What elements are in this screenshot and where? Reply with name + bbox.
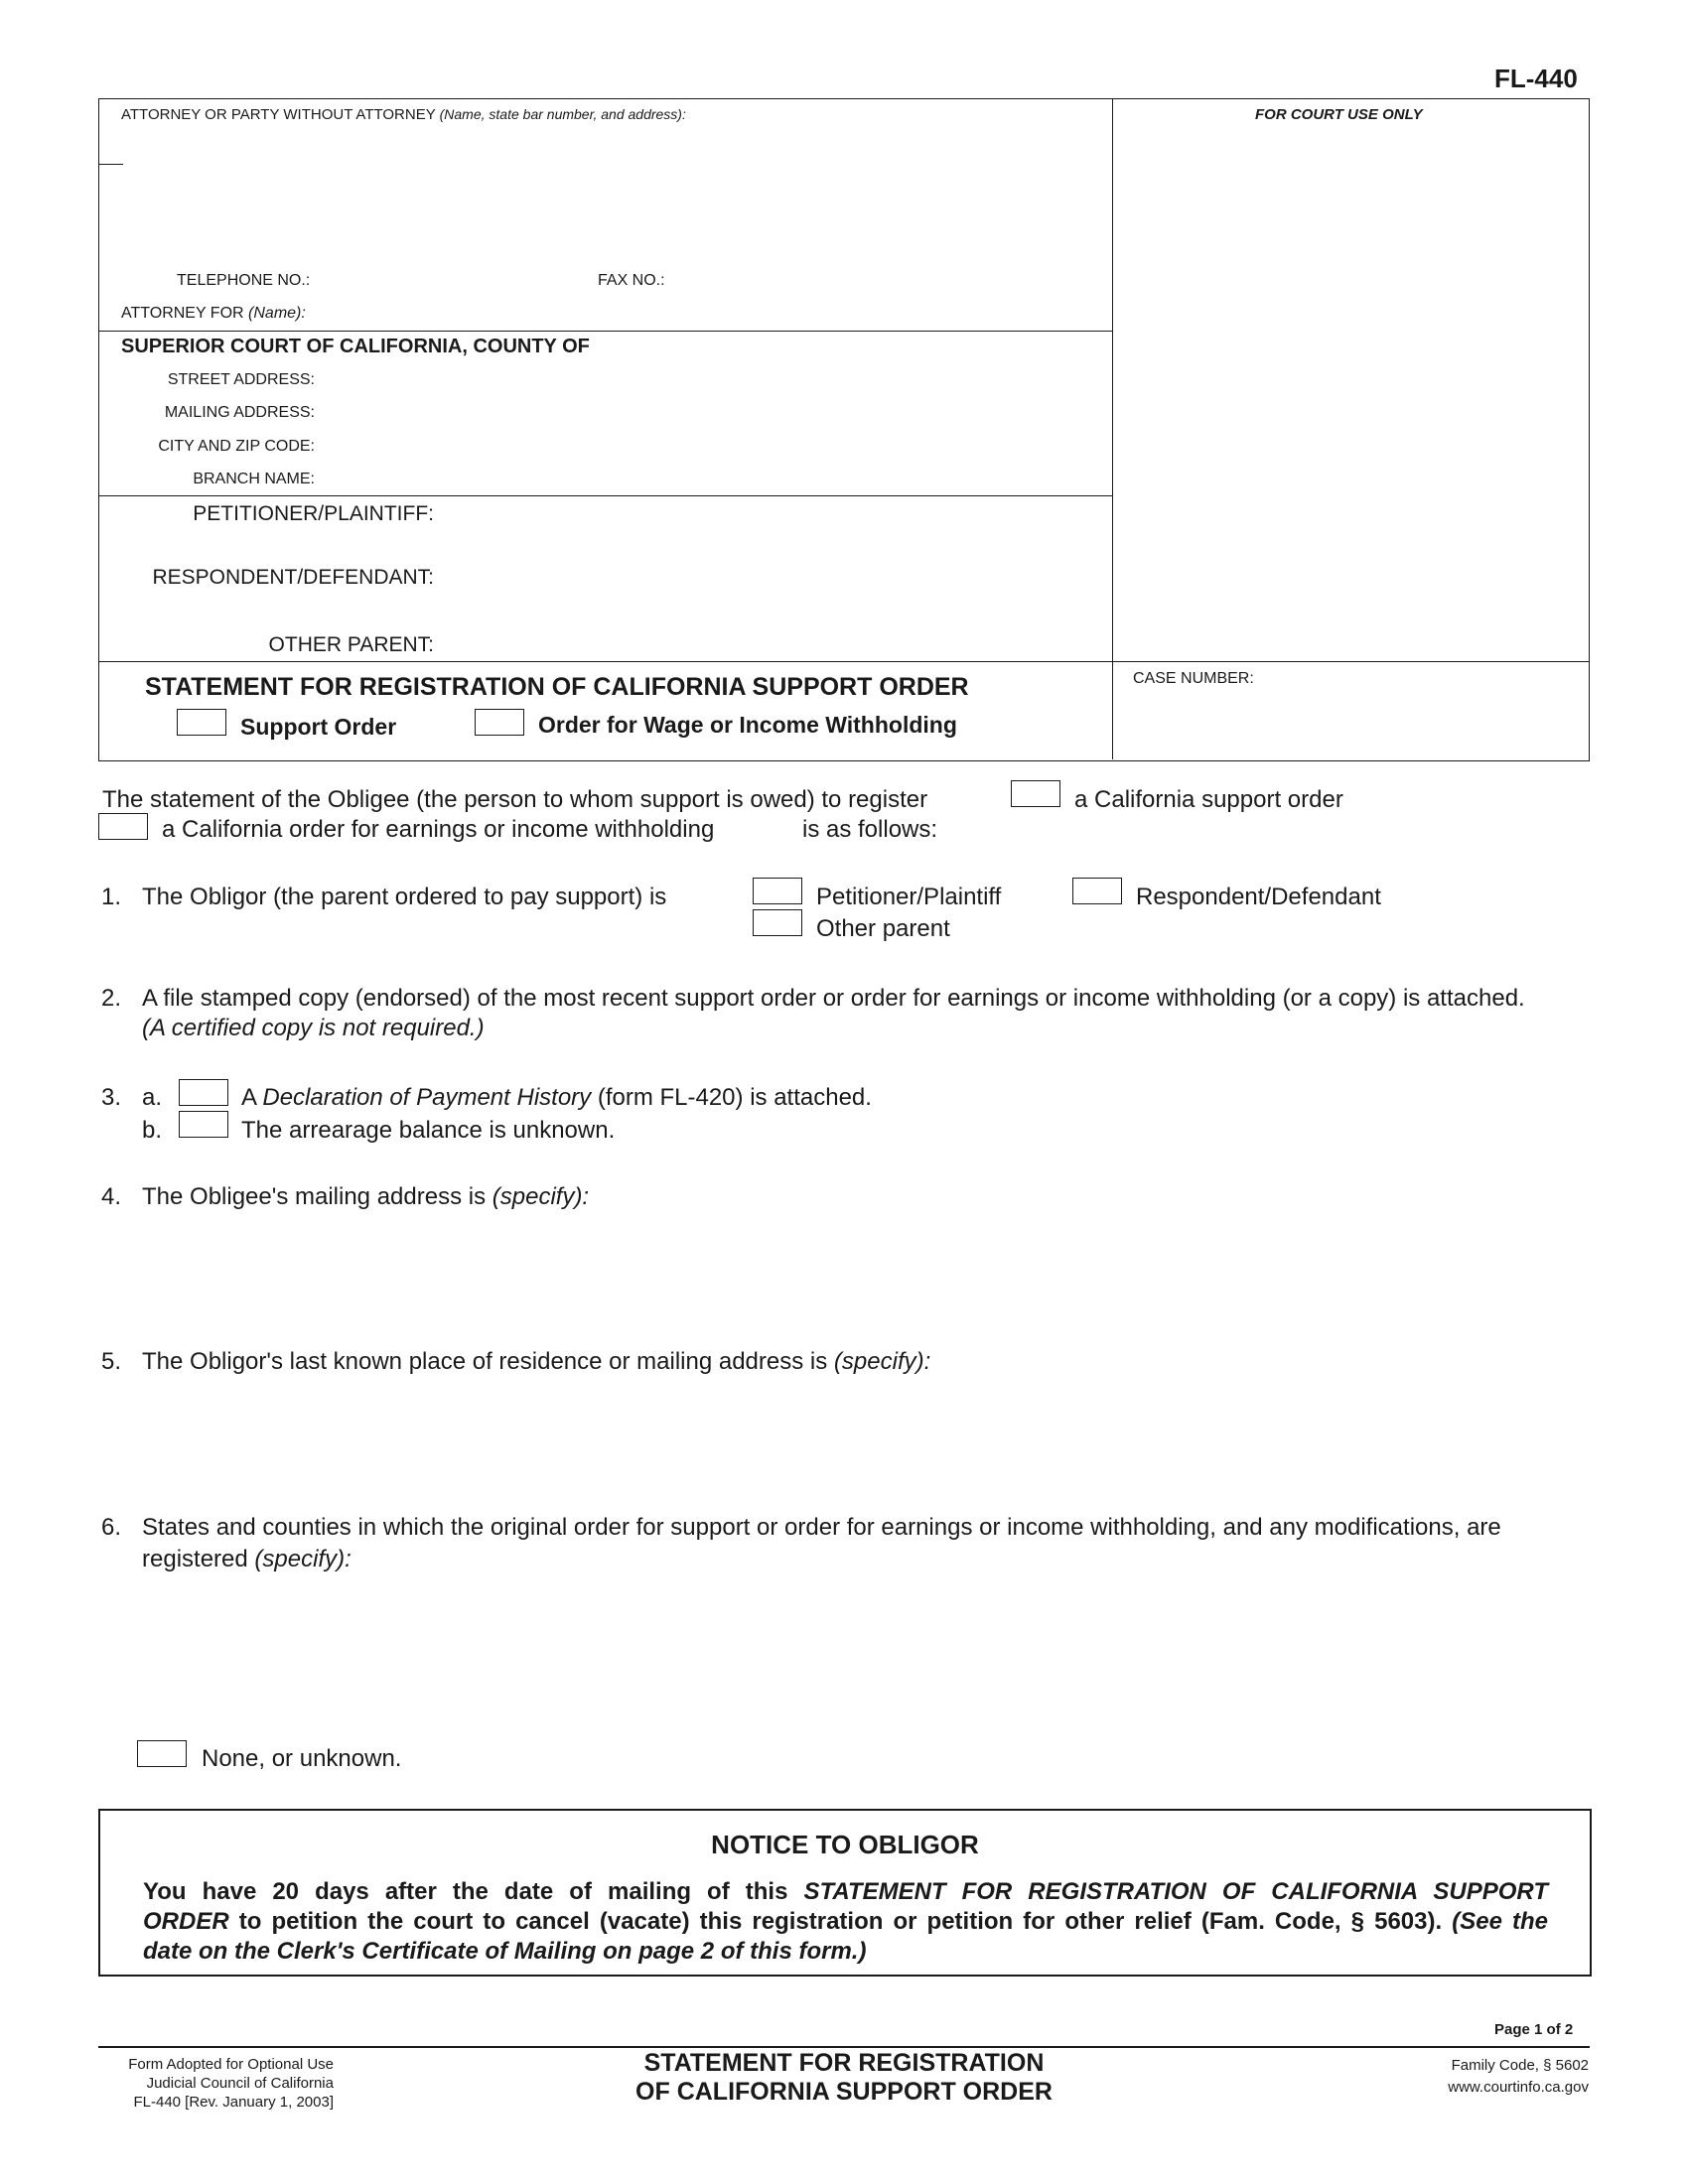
petitioner-field[interactable] bbox=[442, 501, 1097, 529]
wage-order-checkbox[interactable] bbox=[475, 709, 524, 736]
item6-text-line2: registered (specify): bbox=[142, 1546, 352, 1572]
footer-citation: Family Code, § 5602 www.courtinfo.ca.gov bbox=[1291, 2055, 1589, 2099]
courtinfo-link[interactable]: www.courtinfo.ca.gov bbox=[1448, 2079, 1589, 2096]
arrearage-unknown-checkbox[interactable] bbox=[179, 1111, 228, 1138]
obligor-petitioner-checkbox[interactable] bbox=[753, 878, 802, 904]
registered-states-field[interactable] bbox=[142, 1580, 1582, 1729]
obligor-respondent-checkbox[interactable] bbox=[1072, 878, 1122, 904]
caption-rule-court bbox=[98, 331, 1112, 332]
item6-number: 6. bbox=[101, 1514, 122, 1541]
obligor-other-parent-label: Other parent bbox=[816, 915, 950, 942]
none-unknown-checkbox[interactable] bbox=[137, 1740, 187, 1767]
fax-field[interactable] bbox=[671, 268, 1088, 292]
fax-label: FAX NO.: bbox=[598, 272, 665, 289]
intro-line: The statement of the Obligee (the person to whom support is owed) to register bbox=[102, 786, 928, 813]
notice-line-2: ORDER to petition the court to cancel (vacate) this registration or petition for other relief (Fam. Code, § 5603). (See the bbox=[143, 1908, 1549, 1935]
item3b-text: The arrearage balance is unknown. bbox=[241, 1117, 616, 1144]
other-parent-field[interactable] bbox=[442, 632, 1097, 660]
item2-number: 2. bbox=[101, 985, 122, 1012]
attorney-name-tick bbox=[99, 164, 123, 165]
obligor-respondent-label: Respondent/Defendant bbox=[1136, 884, 1381, 910]
document-title: STATEMENT FOR REGISTRATION OF CALIFORNIA SUPPORT ORDER bbox=[145, 673, 969, 701]
attorney-for-label: ATTORNEY FOR (Name): bbox=[121, 305, 306, 322]
notice-line-3: date on the Clerk's Certificate of Mailing on page 2 of this form.) bbox=[143, 1938, 867, 1965]
obligor-other-parent-checkbox[interactable] bbox=[753, 909, 802, 936]
as-follows-text: is as follows: bbox=[802, 816, 938, 843]
item1-text: The Obligor (the parent ordered to pay support) is bbox=[142, 884, 667, 910]
branch-name-label: BRANCH NAME: bbox=[193, 471, 315, 487]
mailing-address-label: MAILING ADDRESS: bbox=[164, 404, 315, 421]
form-adopted-block: Form Adopted for Optional Use Judicial Council of California FL-440 [Rev. January 1, 2003] bbox=[128, 2056, 334, 2111]
ca-support-order-checkbox[interactable] bbox=[1011, 780, 1060, 807]
item4-number: 4. bbox=[101, 1183, 122, 1210]
ca-support-order-label: a California support order bbox=[1074, 786, 1343, 813]
city-zip-label: CITY AND ZIP CODE: bbox=[158, 438, 315, 455]
city-zip-field[interactable] bbox=[323, 434, 1097, 458]
item1-number: 1. bbox=[101, 884, 122, 910]
mailing-address-field[interactable] bbox=[323, 400, 1097, 424]
form-number: FL-440 bbox=[1494, 64, 1578, 93]
caption-rule-title bbox=[98, 661, 1590, 662]
footer-rule bbox=[98, 2046, 1590, 2048]
support-order-label: Support Order bbox=[240, 714, 397, 740]
court-use-field[interactable] bbox=[1117, 129, 1584, 655]
obligor-petitioner-label: Petitioner/Plaintiff bbox=[816, 884, 1002, 910]
page-number: Page 1 of 2 bbox=[1494, 2021, 1574, 2038]
item5-number: 5. bbox=[101, 1348, 122, 1375]
item3-number: 3. bbox=[101, 1084, 122, 1111]
court-title: SUPERIOR COURT OF CALIFORNIA, COUNTY OF bbox=[121, 336, 590, 357]
telephone-label: TELEPHONE NO.: bbox=[177, 272, 311, 289]
item4-text: The Obligee's mailing address is (specify): bbox=[142, 1183, 590, 1210]
item2-note: (A certified copy is not required.) bbox=[142, 1015, 485, 1041]
petitioner-label: PETITIONER/PLAINTIFF: bbox=[193, 502, 434, 525]
notice-title: NOTICE TO OBLIGOR bbox=[711, 1830, 979, 1859]
item6-text: States and counties in which the original order for support or order for earnings or income withholding, and any modifications, are bbox=[142, 1514, 1501, 1541]
support-order-checkbox[interactable] bbox=[177, 709, 226, 736]
item3b-letter: b. bbox=[142, 1117, 163, 1144]
footer-title: STATEMENT FOR REGISTRATION OF CALIFORNIA SUPPORT ORDER bbox=[635, 2049, 1053, 2106]
item3a-letter: a. bbox=[142, 1084, 163, 1111]
respondent-field[interactable] bbox=[442, 565, 1097, 593]
attorney-name-field[interactable] bbox=[123, 129, 1096, 263]
item5-text: The Obligor's last known place of residence or mailing address is (specify): bbox=[142, 1348, 931, 1375]
ca-earnings-order-label: a California order for earnings or income withholding bbox=[162, 816, 715, 843]
case-number-field[interactable] bbox=[1132, 695, 1579, 750]
item2-text: A file stamped copy (endorsed) of the most recent support order or order for earnings or income withholding (or a copy) is attached. bbox=[142, 985, 1525, 1012]
caption-rule-parties bbox=[98, 495, 1112, 496]
case-number-label: CASE NUMBER: bbox=[1133, 670, 1254, 687]
respondent-label: RESPONDENT/DEFENDANT: bbox=[152, 566, 434, 589]
wage-order-label: Order for Wage or Income Withholding bbox=[538, 712, 957, 738]
payment-history-checkbox[interactable] bbox=[179, 1079, 228, 1106]
ca-earnings-order-checkbox[interactable] bbox=[98, 813, 148, 840]
notice-line-1: You have 20 days after the date of mailing of this STATEMENT FOR REGISTRATION OF CALIFORNIA SUPPORT bbox=[143, 1878, 1548, 1905]
branch-name-field[interactable] bbox=[323, 467, 1097, 490]
county-field[interactable] bbox=[645, 334, 1097, 359]
court-use-label: FOR COURT USE ONLY bbox=[1255, 106, 1423, 123]
street-address-label: STREET ADDRESS: bbox=[167, 371, 315, 388]
other-parent-label: OTHER PARENT: bbox=[268, 633, 434, 656]
obligee-address-field[interactable] bbox=[142, 1216, 1582, 1335]
none-unknown-label: None, or unknown. bbox=[202, 1745, 402, 1772]
item3a-text: A Declaration of Payment History (form FL-420) is attached. bbox=[241, 1084, 872, 1111]
attorney-for-field[interactable] bbox=[323, 301, 1097, 325]
telephone-field[interactable] bbox=[318, 268, 586, 292]
obligor-address-field[interactable] bbox=[142, 1382, 1582, 1501]
street-address-field[interactable] bbox=[323, 367, 1097, 391]
attorney-label: ATTORNEY OR PARTY WITHOUT ATTORNEY (Name, state bar number, and address): bbox=[121, 106, 686, 123]
